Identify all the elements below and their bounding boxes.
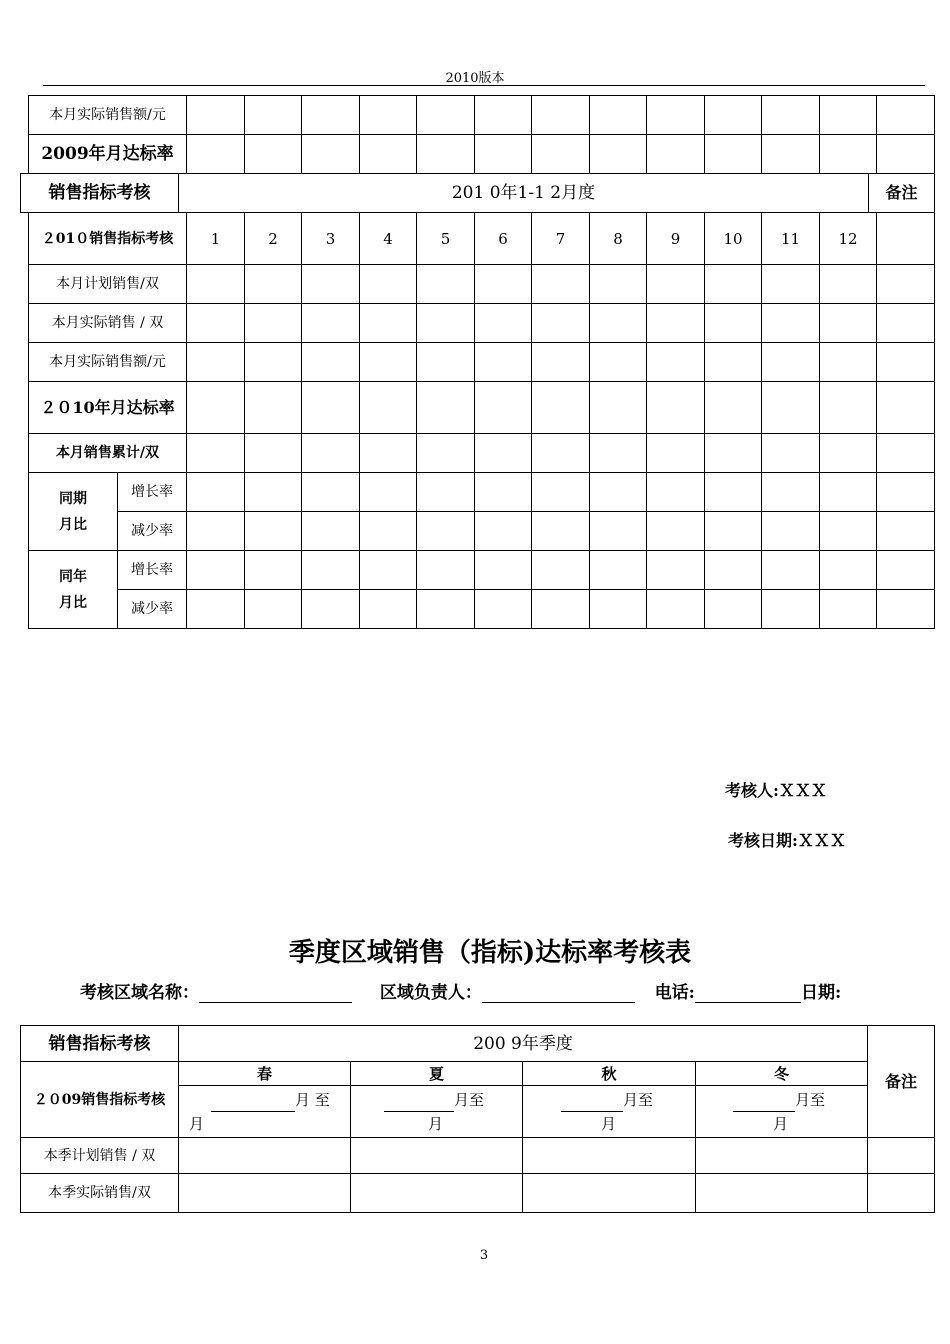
page-number: 3: [479, 1248, 489, 1263]
month-cell: 8: [590, 213, 647, 265]
row-label: 本季计划销售 / 双: [21, 1138, 179, 1174]
row-label: 增长率: [118, 551, 187, 590]
month-cell: 10: [705, 213, 762, 265]
month-start-field[interactable]: [211, 1094, 295, 1112]
month-range-cell: 月 至 月: [179, 1086, 351, 1138]
row-label: 本月实际销售额/元: [29, 343, 187, 382]
table-row: [29, 265, 935, 304]
remark-label: 备注: [868, 1026, 935, 1138]
month-start-field[interactable]: [733, 1094, 795, 1112]
row-label: 减少率: [118, 512, 187, 551]
table-row: [29, 135, 935, 174]
row-label: 增长率: [118, 473, 187, 512]
table-row: [29, 213, 935, 265]
page-header: 2010版本: [445, 71, 505, 86]
row-label: ２０10年月达标率: [29, 382, 187, 434]
month-cell: 12: [820, 213, 877, 265]
table-row: [29, 590, 935, 629]
remark-label: 备注: [869, 174, 935, 213]
table-row: [21, 1174, 935, 1213]
month-cell: 2: [245, 213, 302, 265]
month-start-field[interactable]: [561, 1094, 623, 1112]
row-label: 本季实际销售/双: [21, 1174, 179, 1213]
table-row: [29, 473, 935, 512]
season-autumn: 秋: [523, 1062, 696, 1086]
month-cell: 1: [187, 213, 245, 265]
row-label: 2009年月达标率: [29, 135, 187, 174]
kpi-2010-label: ２01０销售指标考核: [29, 213, 187, 265]
group-label-year: 同年 月比: [29, 551, 118, 629]
table-row: [29, 434, 935, 473]
month-start-field[interactable]: [384, 1094, 454, 1112]
row-label: 本月实际销售 / 双: [29, 304, 187, 343]
kpi-label: 销售指标考核: [21, 174, 179, 213]
area-name-label: 考核区域名称：: [80, 983, 199, 1003]
season-spring: 春: [179, 1062, 351, 1086]
season-summer: 夏: [351, 1062, 523, 1086]
table-row: [21, 1138, 935, 1174]
month-cell: 5: [417, 213, 475, 265]
manager-label: 区域负责人：: [379, 983, 482, 1003]
table-main: [28, 212, 935, 629]
table-row: [29, 304, 935, 343]
group-label-period: 同期 月比: [29, 473, 118, 551]
manager-field[interactable]: [482, 984, 635, 1003]
table-top: [28, 95, 935, 174]
month-cell: 3: [302, 213, 360, 265]
phone-field[interactable]: [695, 984, 801, 1003]
season-winter: 冬: [696, 1062, 868, 1086]
table-row: [29, 343, 935, 382]
header-divider: [43, 85, 925, 86]
month-cell: 6: [475, 213, 532, 265]
table-main-header: [20, 173, 935, 213]
table-row: [21, 1026, 935, 1062]
period-label: 200 9年季度: [179, 1026, 868, 1062]
kpi-2009-label: ２０09销售指标考核: [21, 1062, 179, 1138]
assessment-date-label: 考核日期:ＸＸＸ: [728, 831, 846, 850]
table-row: [29, 96, 935, 135]
month-range-cell: 月至 月: [523, 1086, 696, 1138]
row-label: 减少率: [118, 590, 187, 629]
row-label: 本月实际销售额/元: [29, 96, 187, 135]
row-label: 本月销售累计/双: [29, 434, 187, 473]
assessor-label: 考核人:ＸＸＸ: [725, 781, 827, 800]
month-cell: 4: [360, 213, 417, 265]
table-quarterly: [20, 1025, 935, 1213]
page-title: 季度区域销售（指标)达标率考核表: [288, 938, 692, 968]
table-row: [29, 382, 935, 434]
table-row: [21, 1062, 935, 1086]
table-row: [29, 551, 935, 590]
month-range-cell: 月至 月: [696, 1086, 868, 1138]
month-cell: 11: [762, 213, 820, 265]
period-label: 201 0年1-1 2月度: [179, 174, 869, 213]
phone-label: 电话:: [654, 983, 695, 1003]
month-cell: 9: [647, 213, 705, 265]
info-line: [80, 978, 841, 1003]
kpi-label: 销售指标考核: [21, 1026, 179, 1062]
area-name-field[interactable]: [199, 984, 352, 1003]
table-row: [29, 512, 935, 551]
month-range-cell: 月至 月: [351, 1086, 523, 1138]
row-label: 本月计划销售/双: [29, 265, 187, 304]
month-cell: 7: [532, 213, 590, 265]
date-label: 日期:: [800, 983, 842, 1003]
